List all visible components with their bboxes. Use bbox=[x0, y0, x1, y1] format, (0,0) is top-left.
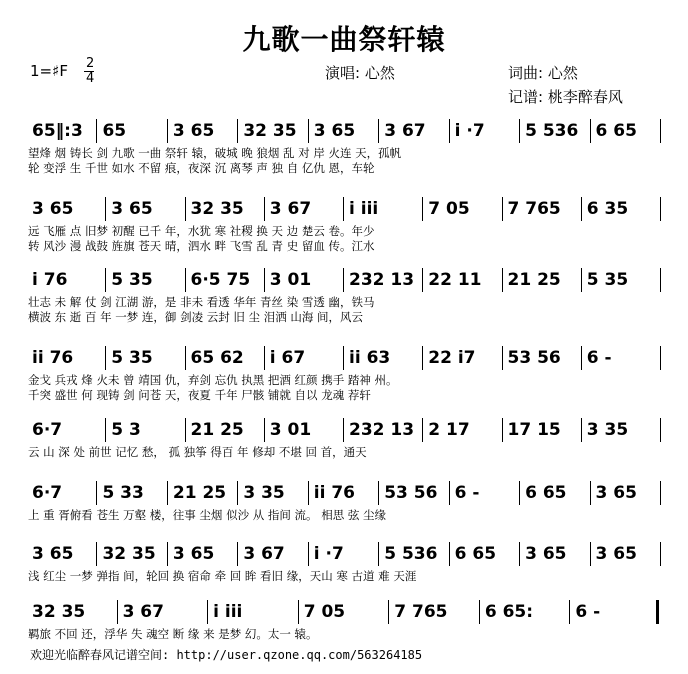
bar-line bbox=[519, 481, 520, 505]
bar-line bbox=[569, 600, 570, 624]
bar-line bbox=[479, 600, 480, 624]
measure-notes: 5 536 bbox=[384, 544, 438, 564]
lyric-line: 望烽 烟 铸长 剑 九歌 一曲 祭轩 辕，破城 晚 狼烟 乱 对 岸 火连 天，孤帆 bbox=[28, 146, 402, 160]
bar-line bbox=[378, 481, 379, 505]
bar-line bbox=[422, 418, 423, 442]
measure-notes: 7 765 bbox=[394, 602, 448, 622]
lyric-line: 远 飞雁 点 旧梦 初醒 已千 年，水犹 寒 社稷 换 天 边 楚云 卷。年少 bbox=[28, 224, 375, 238]
bar-line bbox=[105, 268, 106, 292]
bar-line bbox=[449, 542, 450, 566]
measure-notes: 65‖:3 bbox=[32, 121, 83, 141]
measure-notes: 5 3 bbox=[111, 420, 141, 440]
measure-notes: 21 25 bbox=[190, 420, 244, 440]
bar-line bbox=[519, 542, 520, 566]
bar-line bbox=[581, 346, 582, 370]
measure-notes: 32 35 bbox=[32, 602, 86, 622]
measure-notes: 6·5 75 bbox=[190, 270, 251, 290]
bar-line bbox=[422, 197, 423, 221]
measure-notes: 3 65 bbox=[595, 544, 637, 564]
bar-line bbox=[264, 268, 265, 292]
bar-line bbox=[264, 197, 265, 221]
measure-notes: 6·7 bbox=[32, 483, 63, 503]
measure-notes: 3 67 bbox=[122, 602, 164, 622]
measure-notes: 6 - bbox=[575, 602, 601, 622]
measure-notes: i 76 bbox=[32, 270, 68, 290]
lyric-line: 上 重 胥俯看 苍生 万壑 楼，往事 尘烟 似沙 从 指间 流。 相思 弦 尘缘 bbox=[28, 508, 387, 522]
bar-line bbox=[378, 119, 379, 143]
bar-line bbox=[519, 119, 520, 143]
measure-notes: 3 65 bbox=[111, 199, 153, 219]
lyric-line: 轮 变浮 生 千世 如水 不留 痕，夜深 沉 离琴 声 独 自 亿仇 恩，车轮 bbox=[28, 161, 375, 175]
bar-line bbox=[207, 600, 208, 624]
bar-line bbox=[185, 197, 186, 221]
lyric-line: 云 山 深 处 前世 记忆 愁， 孤 独筝 得百 年 修却 不堪 回 首，通天 bbox=[28, 445, 367, 459]
measure-notes: 53 56 bbox=[507, 348, 561, 368]
staff-system bbox=[28, 475, 662, 543]
bar-line bbox=[660, 197, 661, 221]
measure-notes: 6 65 bbox=[595, 121, 637, 141]
bar-line bbox=[298, 600, 299, 624]
measure-notes: 3 35 bbox=[586, 420, 629, 440]
bar-line bbox=[343, 418, 344, 442]
measure-notes: ii 76 bbox=[313, 483, 355, 503]
bar-line bbox=[660, 481, 661, 505]
measure-notes: 21 25 bbox=[507, 270, 561, 290]
measure-notes: 6 35 bbox=[586, 199, 629, 219]
bar-line bbox=[502, 346, 503, 370]
lyric-line: 千突 盛世 何 现铸 剑 问苍 天，夜夏 千年 尸骸 铺就 自以 龙魂 荐轩 bbox=[28, 388, 371, 402]
measure-notes: 21 25 bbox=[172, 483, 227, 503]
measure-notes: 7 05 bbox=[303, 602, 346, 622]
bar-line bbox=[660, 119, 661, 143]
bar-line bbox=[388, 600, 389, 624]
bar-line bbox=[105, 197, 106, 221]
measure-notes: i iii bbox=[349, 199, 379, 219]
bar-line bbox=[343, 197, 344, 221]
measure-notes: 3 65 bbox=[525, 544, 567, 564]
bar-line bbox=[264, 418, 265, 442]
time-signature-top: 2 bbox=[86, 56, 95, 71]
bar-line bbox=[105, 418, 106, 442]
staff-system bbox=[28, 412, 662, 480]
measure-notes: i 67 bbox=[269, 348, 306, 368]
measure-notes: 5 536 bbox=[525, 121, 579, 141]
bar-line bbox=[581, 268, 582, 292]
measure-notes: 17 15 bbox=[507, 420, 561, 440]
bar-line bbox=[590, 542, 591, 566]
staff-system bbox=[28, 191, 662, 259]
measure-notes: 2 17 bbox=[428, 420, 470, 440]
bar-line bbox=[660, 268, 661, 292]
bar-line bbox=[378, 542, 379, 566]
measure-notes: 3 35 bbox=[243, 483, 285, 503]
measure-notes: 22 i7 bbox=[428, 348, 476, 368]
composer-credit: 词曲: 心然 bbox=[508, 64, 578, 82]
measure-notes: 65 62 bbox=[190, 348, 244, 368]
bar-line bbox=[117, 600, 118, 624]
bar-line bbox=[660, 542, 661, 566]
measure-notes: 3 65 bbox=[595, 483, 637, 503]
lyric-line: 壮志 未 解 仗 剑 江湖 游，是 非未 看透 华年 青丝 染 雪透 幽，铁马 bbox=[28, 295, 375, 309]
measure-notes: 7 05 bbox=[428, 199, 470, 219]
singer-credit: 演唱: 心然 bbox=[325, 64, 395, 82]
measure-notes: 3 67 bbox=[243, 544, 285, 564]
song-title: 九歌一曲祭轩辕 bbox=[242, 23, 446, 56]
bar-line bbox=[308, 119, 309, 143]
bar-line bbox=[96, 481, 97, 505]
lyric-line: 羁旅 不回 还，浮华 失 魂空 断 缘 来 是梦 幻。太一 辕。 bbox=[28, 627, 318, 641]
bar-line bbox=[308, 542, 309, 566]
measure-notes: ii 63 bbox=[349, 348, 391, 368]
transcriber-credit: 记谱: 桃李醉春风 bbox=[508, 88, 623, 106]
measure-notes: 32 35 bbox=[243, 121, 297, 141]
measure-notes: 5 33 bbox=[102, 483, 144, 503]
bar-line bbox=[343, 268, 344, 292]
measure-notes: 65 bbox=[102, 121, 127, 141]
measure-notes: 5 35 bbox=[111, 270, 153, 290]
measure-notes: 3 67 bbox=[384, 121, 426, 141]
staff-system bbox=[28, 340, 662, 408]
bar-line bbox=[590, 119, 591, 143]
bar-line bbox=[449, 481, 450, 505]
lyric-line: 转 风沙 漫 战鼓 旌旗 苍天 晴，泗水 畔 飞雪 乱 青 史 留血 传。江水 bbox=[28, 239, 375, 253]
bar-line bbox=[581, 418, 582, 442]
final-bar-line bbox=[656, 600, 659, 624]
lyric-line: 浅 红尘 一梦 弹指 间，轮回 换 宿命 牵 回 眸 看旧 缘，天山 寒 古道 难 天涯 bbox=[28, 569, 417, 583]
time-signature-bottom: 4 bbox=[86, 71, 95, 86]
bar-line bbox=[343, 346, 344, 370]
bar-line bbox=[96, 119, 97, 143]
bar-line bbox=[237, 119, 238, 143]
staff-system bbox=[28, 113, 662, 181]
bar-line bbox=[167, 481, 168, 505]
measure-notes: 6·7 bbox=[32, 420, 63, 440]
bar-line bbox=[96, 542, 97, 566]
measure-notes: 7 765 bbox=[507, 199, 561, 219]
bar-line bbox=[185, 418, 186, 442]
measure-notes: 3 65 bbox=[172, 121, 215, 141]
bar-line bbox=[185, 346, 186, 370]
measure-notes: 6 65 bbox=[525, 483, 567, 503]
measure-notes: i ·7 bbox=[454, 121, 485, 141]
measure-notes: 6 65: bbox=[484, 602, 534, 622]
bar-line bbox=[502, 268, 503, 292]
measure-notes: 6 65 bbox=[454, 544, 497, 564]
bar-line bbox=[167, 542, 168, 566]
measure-notes: 3 65 bbox=[172, 544, 215, 564]
bar-line bbox=[449, 119, 450, 143]
bar-line bbox=[237, 481, 238, 505]
bar-line bbox=[237, 542, 238, 566]
measure-notes: 232 13 bbox=[349, 270, 415, 290]
lyric-line: 金戈 兵戎 烽 火未 曾 靖国 仇，弃剑 忘仇 执黑 把酒 红颜 携手 踏神 州。 bbox=[28, 373, 398, 387]
measure-notes: 32 35 bbox=[190, 199, 244, 219]
measure-notes: 22 11 bbox=[428, 270, 482, 290]
measure-notes: 32 35 bbox=[102, 544, 156, 564]
bar-line bbox=[422, 268, 423, 292]
measure-notes: 5 35 bbox=[111, 348, 153, 368]
measure-notes: 3 65 bbox=[32, 199, 74, 219]
lyric-line: 横波 东 逝 百 年 一梦 连，御 剑凌 云封 旧 尘 泪洒 山海 间，风云 bbox=[28, 310, 364, 324]
measure-notes: ii 76 bbox=[32, 348, 74, 368]
measure-notes: 6 - bbox=[586, 348, 612, 368]
bar-line bbox=[502, 418, 503, 442]
footer-text: 欢迎光临醉春风记谱空间: http://user.qzone.qq.com/563264185 bbox=[30, 648, 423, 662]
bar-line bbox=[422, 346, 423, 370]
measure-notes: 3 65 bbox=[313, 121, 356, 141]
measure-notes: 3 01 bbox=[269, 270, 312, 290]
bar-line bbox=[185, 268, 186, 292]
bar-line bbox=[590, 481, 591, 505]
bar-line bbox=[264, 346, 265, 370]
bar-line bbox=[660, 346, 661, 370]
measure-notes: 6 - bbox=[454, 483, 480, 503]
key-signature: 1=♯F bbox=[30, 62, 68, 80]
bar-line bbox=[308, 481, 309, 505]
measure-notes: i ·7 bbox=[313, 544, 344, 564]
staff-system bbox=[28, 262, 662, 330]
bar-line bbox=[660, 418, 661, 442]
measure-notes: 3 01 bbox=[269, 420, 312, 440]
measure-notes: 3 65 bbox=[32, 544, 74, 564]
bar-line bbox=[502, 197, 503, 221]
measure-notes: 232 13 bbox=[349, 420, 415, 440]
bar-line bbox=[167, 119, 168, 143]
measure-notes: 53 56 bbox=[384, 483, 438, 503]
bar-line bbox=[581, 197, 582, 221]
measure-notes: 5 35 bbox=[586, 270, 629, 290]
measure-notes: 3 67 bbox=[269, 199, 312, 219]
bar-line bbox=[105, 346, 106, 370]
measure-notes: i iii bbox=[213, 602, 243, 622]
